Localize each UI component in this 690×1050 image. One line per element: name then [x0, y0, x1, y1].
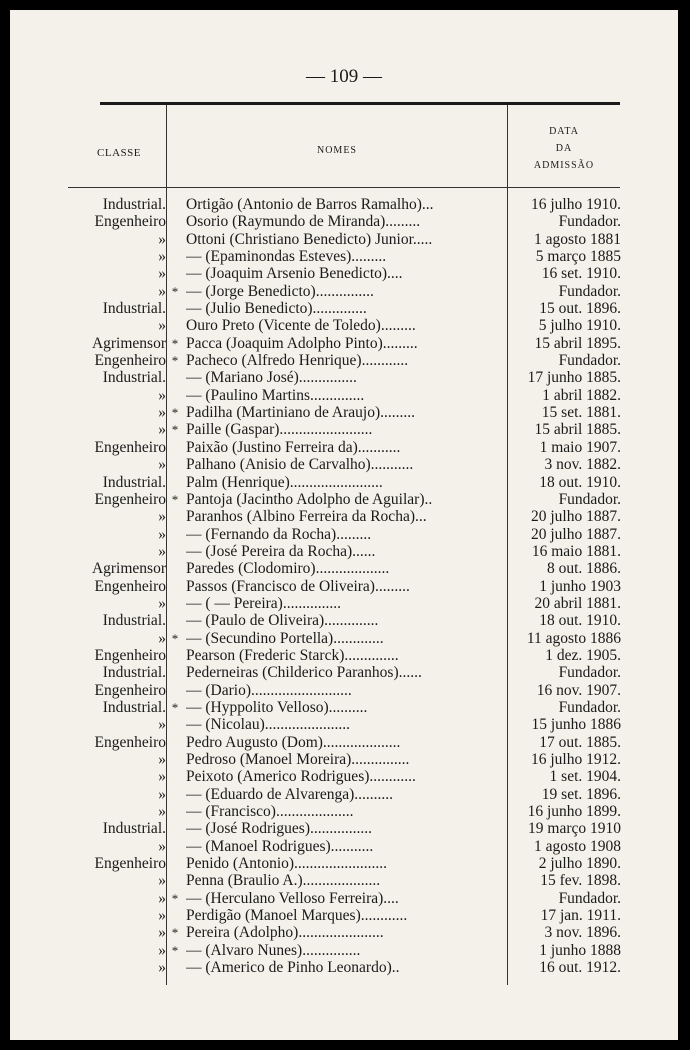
table-row	[10, 872, 678, 889]
table-row	[10, 734, 678, 751]
row-nome: — (Dario)..........................	[186, 681, 352, 699]
row-nome: — ( — Pereira)...............	[186, 594, 341, 612]
row-data: 20 julho 1887.	[531, 525, 621, 543]
row-data: 1 agosto 1908	[534, 837, 621, 855]
row-nome: Pacca (Joaquim Adolpho Pinto).........	[186, 334, 418, 352]
row-nome: — (Mariano José)...............	[186, 369, 357, 387]
table-row	[10, 942, 678, 959]
row-classe: »	[158, 421, 166, 439]
row-data: Fundador.	[558, 889, 621, 907]
row-data: 19 set. 1896.	[541, 785, 621, 803]
row-data: 1 junho 1903	[539, 577, 621, 595]
row-classe: »	[158, 716, 166, 734]
table-row	[10, 335, 678, 352]
row-nome: Palhano (Anisio de Carvalho)...........	[186, 456, 414, 474]
table-row	[10, 526, 678, 543]
row-nome: — (Jorge Benedicto)...............	[186, 282, 374, 300]
row-data: Fundador.	[558, 490, 621, 508]
row-nome: Paredes (Clodomiro)...................	[186, 560, 390, 578]
table-row	[10, 803, 678, 820]
row-classe: »	[158, 941, 166, 959]
row-data: 16 junho 1899.	[527, 803, 621, 821]
row-classe: »	[158, 837, 166, 855]
row-data: Fundador.	[558, 213, 621, 231]
row-data: 17 out. 1885.	[539, 733, 621, 751]
row-nome: Osorio (Raymundo de Miranda).........	[186, 213, 421, 231]
table-row	[10, 352, 678, 369]
row-classe: Engenheiro	[94, 213, 166, 231]
table-row	[10, 786, 678, 803]
row-data: 1 dez. 1905.	[545, 646, 621, 664]
row-data: 16 out. 1912.	[539, 959, 621, 977]
row-data: 19 março 1910	[528, 820, 621, 838]
row-data: Fundador.	[558, 282, 621, 300]
row-nome: — (Epaminondas Esteves).........	[186, 248, 387, 266]
row-star: *	[171, 699, 179, 715]
row-data: 2 julho 1890.	[538, 855, 621, 873]
row-nome: — (Fernando da Rocha).........	[186, 525, 372, 543]
row-nome: Pacheco (Alfredo Henrique)............	[186, 352, 409, 370]
row-classe: »	[158, 265, 166, 283]
row-classe: »	[158, 525, 166, 543]
row-nome: Pearson (Frederic Starck)..............	[186, 646, 399, 664]
table-row	[10, 699, 678, 716]
row-classe: »	[158, 907, 166, 925]
row-data: 1 abril 1882.	[542, 386, 621, 404]
table-row	[10, 404, 678, 421]
row-classe: Engenheiro	[94, 352, 166, 370]
row-nome: Palm (Henrique)........................	[186, 473, 383, 491]
row-nome: — (Paulo de Oliveira)..............	[186, 612, 379, 630]
row-nome: — (Eduardo de Alvarenga)..........	[186, 785, 394, 803]
row-nome: Paille (Gaspar)........................	[186, 421, 373, 439]
row-data: 17 junho 1885.	[527, 369, 621, 387]
page-number: — 109 —	[306, 66, 382, 87]
table-row	[10, 421, 678, 438]
row-classe: Industrial.	[102, 698, 166, 716]
row-nome: Paranhos (Albino Ferreira da Rocha)...	[186, 508, 427, 526]
row-classe: Engenheiro	[94, 646, 166, 664]
row-star: *	[171, 422, 179, 438]
row-nome: Paixão (Justino Ferreira da)...........	[186, 438, 401, 456]
table-row	[10, 265, 678, 282]
row-nome: — (Paulino Martins..............	[186, 386, 365, 404]
table-row	[10, 369, 678, 386]
table-row	[10, 317, 678, 334]
row-star: *	[171, 942, 179, 958]
table-row	[10, 508, 678, 525]
row-data: 15 abril 1895.	[534, 334, 621, 352]
row-nome: Ouro Preto (Vicente de Toledo).........	[186, 317, 416, 335]
document-page	[10, 10, 678, 1040]
row-classe: »	[158, 456, 166, 474]
row-data: 16 set. 1910.	[541, 265, 621, 283]
row-nome: — (Manoel Rodrigues)...........	[186, 837, 374, 855]
header-nomes: NOMES	[316, 145, 357, 156]
row-nome: — (Hyppolito Velloso)..........	[186, 698, 368, 716]
row-data: 18 out. 1910.	[539, 473, 621, 491]
row-star: *	[171, 335, 179, 351]
header-data-line2: DA	[555, 143, 573, 154]
top-rule	[100, 102, 620, 105]
table-row	[10, 474, 678, 491]
row-data: 15 out. 1896.	[539, 300, 621, 318]
row-nome: Ortigão (Antonio de Barros Ramalho)...	[186, 196, 434, 213]
row-star: *	[171, 890, 179, 906]
row-classe: Engenheiro	[94, 855, 166, 873]
row-classe: »	[158, 542, 166, 560]
row-star: *	[171, 925, 179, 941]
table-row	[10, 716, 678, 733]
table-row	[10, 248, 678, 265]
row-data: 20 abril 1881.	[534, 594, 621, 612]
table-row	[10, 439, 678, 456]
row-classe: Industrial.	[102, 820, 166, 838]
row-classe: Engenheiro	[94, 577, 166, 595]
row-data: 11 agosto 1886	[526, 629, 621, 647]
row-classe: Industrial.	[102, 612, 166, 630]
table-row	[10, 630, 678, 647]
row-classe: »	[158, 768, 166, 786]
row-classe: »	[158, 404, 166, 422]
row-classe: Industrial.	[102, 196, 166, 213]
row-nome: Pedro Augusto (Dom)....................	[186, 733, 401, 751]
row-data: Fundador.	[558, 664, 621, 682]
row-classe: »	[158, 317, 166, 335]
row-classe: »	[158, 508, 166, 526]
row-data: 15 junho 1886	[531, 716, 621, 734]
header-rule	[68, 187, 620, 188]
table-row	[10, 838, 678, 855]
row-classe: Agrimensor	[91, 560, 166, 578]
row-classe: Industrial.	[102, 300, 166, 318]
table-row	[10, 595, 678, 612]
table-row	[10, 768, 678, 785]
row-classe: Agrimensor	[91, 334, 166, 352]
header-data	[508, 123, 620, 174]
header-data-line3: ADMISSÃO	[533, 160, 595, 171]
row-data: 8 out. 1886.	[546, 560, 621, 578]
row-classe: Engenheiro	[94, 733, 166, 751]
row-nome: — (José Pereira da Rocha)......	[186, 542, 376, 560]
table-row	[10, 491, 678, 508]
table-row	[10, 300, 678, 317]
row-star: *	[171, 405, 179, 421]
row-star: *	[171, 283, 179, 299]
table-row	[10, 560, 678, 577]
header-classe: CLASSE	[97, 147, 141, 159]
table-row	[10, 231, 678, 248]
row-star: *	[171, 630, 179, 646]
row-data: 1 agosto 1881	[534, 230, 621, 248]
row-data: 1 junho 1888	[539, 941, 621, 959]
row-classe: Engenheiro	[94, 438, 166, 456]
row-data: Fundador.	[558, 352, 621, 370]
row-nome: Pantoja (Jacintho Adolpho de Aguilar)..	[186, 490, 433, 508]
row-star: *	[171, 353, 179, 369]
row-data: 3 nov. 1882.	[544, 456, 621, 474]
row-data: 17 jan. 1911.	[540, 907, 621, 925]
row-nome: Penna (Braulio A.)....................	[186, 872, 381, 890]
row-classe: »	[158, 594, 166, 612]
row-data: 3 nov. 1896.	[544, 924, 621, 942]
row-classe: »	[158, 386, 166, 404]
table-row	[10, 664, 678, 681]
row-classe: »	[158, 959, 166, 977]
table-row	[10, 647, 678, 664]
row-classe: Industrial.	[102, 473, 166, 491]
table-row	[10, 196, 678, 213]
row-nome: Pedroso (Manoel Moreira)...............	[186, 751, 410, 768]
row-nome: Pereira (Adolpho)......................	[186, 924, 384, 942]
row-nome: — (Alvaro Nunes)...............	[186, 941, 361, 959]
row-classe: Engenheiro	[94, 681, 166, 699]
row-data: 20 julho 1887.	[531, 508, 621, 526]
table-row	[10, 543, 678, 560]
row-data: 16 julho 1912.	[531, 751, 621, 768]
row-data: 18 out. 1910.	[539, 612, 621, 630]
table-row	[10, 855, 678, 872]
row-classe: »	[158, 248, 166, 266]
row-classe: »	[158, 924, 166, 942]
table-row	[10, 907, 678, 924]
member-table	[10, 196, 678, 976]
row-nome: — (Nicolau)......................	[186, 716, 351, 734]
table-row	[10, 959, 678, 976]
row-star: *	[171, 491, 179, 507]
row-data: 5 março 1885	[535, 248, 621, 266]
row-nome: — (Francisco)....................	[186, 803, 354, 821]
row-classe: »	[158, 785, 166, 803]
row-classe: »	[158, 889, 166, 907]
row-data: Fundador.	[558, 698, 621, 716]
row-data: 15 fev. 1898.	[540, 872, 621, 890]
row-data: 16 nov. 1907.	[536, 681, 621, 699]
table-row	[10, 283, 678, 300]
row-nome: Peixoto (Americo Rodrigues)............	[186, 768, 416, 786]
row-nome: Ottoni (Christiano Benedicto) Junior.....	[186, 230, 433, 248]
row-data: 5 julho 1910.	[538, 317, 621, 335]
table-row	[10, 456, 678, 473]
row-classe: »	[158, 751, 166, 768]
header-data-line1: DATA	[549, 126, 579, 137]
row-classe: »	[158, 282, 166, 300]
row-data: 16 julho 1910.	[531, 196, 621, 213]
row-nome: — (Secundino Portella).............	[186, 629, 384, 647]
row-classe: Industrial.	[102, 369, 166, 387]
row-nome: Perdigão (Manoel Marques)............	[186, 907, 408, 925]
row-nome: Penido (Antonio)........................	[186, 855, 388, 873]
row-classe: Industrial.	[102, 664, 166, 682]
table-row	[10, 578, 678, 595]
row-data: 15 set. 1881.	[541, 404, 621, 422]
row-classe: »	[158, 872, 166, 890]
table-row	[10, 612, 678, 629]
row-classe: »	[158, 629, 166, 647]
row-classe: Engenheiro	[94, 490, 166, 508]
row-nome: — (Americo de Pinho Leonardo)..	[186, 959, 400, 977]
table-row	[10, 890, 678, 907]
row-nome: — (Julio Benedicto)..............	[186, 300, 367, 318]
row-data: 1 set. 1904.	[549, 768, 621, 786]
row-nome: — (Herculano Velloso Ferreira)....	[186, 889, 399, 907]
row-nome: Passos (Francisco de Oliveira).........	[186, 577, 410, 595]
row-data: 15 abril 1885.	[534, 421, 621, 439]
row-data: 16 maio 1881.	[531, 542, 621, 560]
row-nome: — (Joaquim Arsenio Benedicto)....	[186, 265, 403, 283]
row-nome: Padilha (Martiniano de Araujo).........	[186, 404, 416, 422]
table-row	[10, 751, 678, 768]
row-data: 1 maio 1907.	[539, 438, 621, 456]
table-row	[10, 213, 678, 230]
table-row	[10, 387, 678, 404]
table-row	[10, 924, 678, 941]
row-nome: Pederneiras (Childerico Paranhos)......	[186, 664, 422, 682]
table-row	[10, 682, 678, 699]
row-classe: »	[158, 803, 166, 821]
row-nome: — (José Rodrigues)................	[186, 820, 372, 838]
row-classe: »	[158, 230, 166, 248]
table-row	[10, 820, 678, 837]
